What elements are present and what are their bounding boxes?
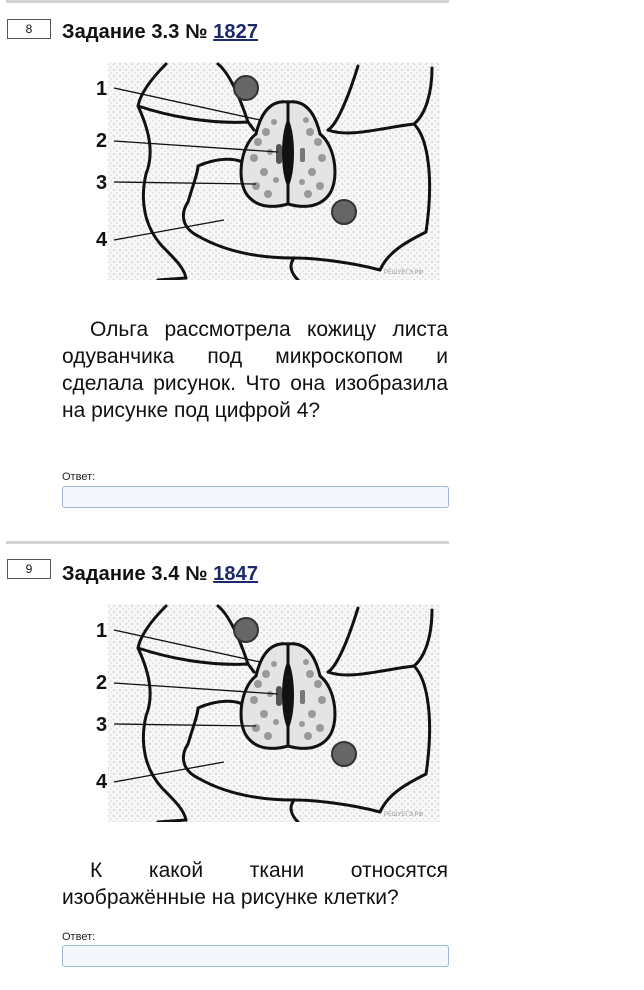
figure-label-3: 3 bbox=[96, 172, 108, 194]
nucleus bbox=[332, 742, 356, 766]
task-id-link[interactable]: 1827 bbox=[213, 21, 259, 43]
stomata-figure bbox=[88, 62, 440, 280]
task-title bbox=[62, 21, 258, 44]
nucleus bbox=[332, 200, 356, 224]
top-divider bbox=[6, 0, 449, 3]
task-title-prefix: Задание 3.3 № bbox=[62, 21, 208, 43]
nucleus bbox=[234, 618, 258, 642]
answer-label: Ответ: bbox=[62, 931, 96, 943]
answer-input[interactable] bbox=[62, 486, 449, 508]
nucleus bbox=[234, 76, 258, 100]
figure-label-1: 1 bbox=[96, 620, 108, 642]
figure-label-3: 3 bbox=[96, 714, 108, 736]
task-title-prefix: Задание 3.4 № bbox=[62, 563, 208, 585]
figure-label-4: 4 bbox=[96, 771, 108, 793]
figure-label-4: 4 bbox=[96, 229, 108, 251]
watermark: РЕШУЕГЭ.РФ bbox=[384, 812, 424, 818]
task-title bbox=[62, 563, 258, 586]
task-number-badge: 8 bbox=[7, 19, 51, 39]
question-text: Ольга рассмотрела кожицу листа одуванчика под микроскопом и сделала рисунок. Что она изобразила на рисунке под цифрой 4? bbox=[62, 318, 448, 422]
task-number-badge: 9 bbox=[7, 559, 51, 579]
section-divider bbox=[6, 541, 449, 544]
watermark: РЕШУЕГЭ.РФ bbox=[384, 270, 424, 276]
figure-label-1: 1 bbox=[96, 78, 108, 100]
figure-label-2: 2 bbox=[96, 672, 108, 694]
answer-input[interactable] bbox=[62, 945, 449, 967]
task-id-link[interactable]: 1847 bbox=[213, 563, 259, 585]
answer-label: Ответ: bbox=[62, 471, 96, 483]
figure-label-2: 2 bbox=[96, 130, 108, 152]
stomata-figure bbox=[88, 604, 440, 822]
question-text: К какой ткани относятся изображённые на рисунке клетки? bbox=[62, 859, 448, 909]
